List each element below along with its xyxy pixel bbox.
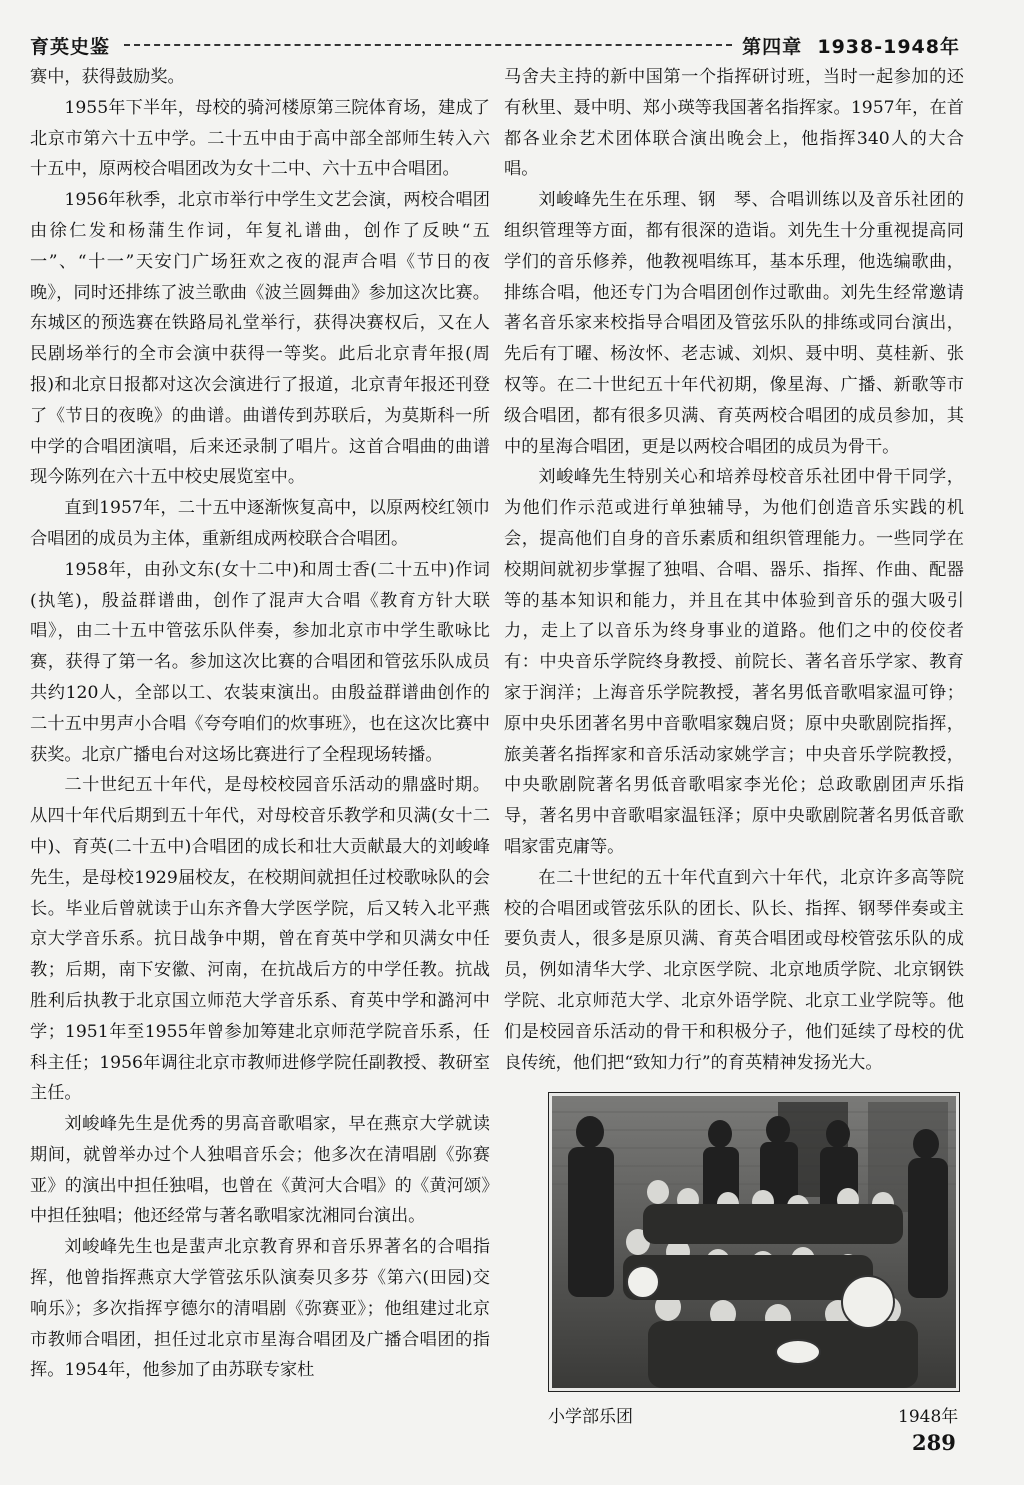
paragraph: 在二十世纪的五十年代直到六十年代，北京许多高等院校的合唱团或管弦乐队的团长、队长、指挥、钢琴伴奏或主要负责人，很多是原贝满、育英合唱团或母校管弦乐队的成员，例如清华大学、北京医学院、北京地质学院、北京钢铁学院、北京师范大学、北京外语学院、北京工业学院等。他们是校园音乐活动的骨干和积极分子，他们延续了母校的优良传统，他们把“致知力行”的育英精神发扬光大。: [504, 867, 964, 1073]
paragraph: 刘峻峰先生特别关心和培养母校音乐社团中骨干同学，为他们作示范或进行单独辅导，为他们创造音乐实践的机会，提高他们自身的音乐素质和组织管理能力。一些同学在校期间就初步掌握了独唱、合唱、器乐、指挥、作曲、配器等的基本知识和能力，并且在其中体验到音乐的强大吸引力，走上了以音乐为终身事业的道路。他们之中的佼佼者有：中央音乐学院终身教授、前院长、著名音乐学家、教育家于润洋；上海音乐学院教授，著名男低音歌唱家温可铮；原中央乐团著名男中音歌唱家魏启贤；原中央歌剧院指挥，旅美著名指挥家和音乐活动家姚学言；中央音乐学院教授，中央歌剧院著名男低音歌唱家李光伦；总政歌剧团声乐指导，著名男中音歌唱家温钰泽；原中央歌剧院著名男低音歌唱家雷克庸等。: [504, 467, 964, 857]
paragraph: 赛中，获得鼓励奖。: [30, 67, 185, 87]
chapter-years: 1938-1948年: [817, 35, 960, 58]
band-group-photo-image: [548, 1092, 960, 1392]
header-divider: [124, 44, 732, 46]
running-header: [30, 30, 960, 60]
right-text-column: [504, 62, 964, 1078]
page-number: 289: [912, 1430, 956, 1455]
chapter-heading: [742, 32, 960, 59]
photo-year: 1948年: [898, 1407, 959, 1427]
paragraph: 刘峻峰先生也是蜚声北京教育界和音乐界著名的合唱指挥，他曾指挥燕京大学管弦乐队演奏贝多芬《第六(田园)交响乐》；多次指挥亨德尔的清唱剧《弥赛亚》；他组建过北京市教师合唱团，担任过北京市星海合唱团及广播合唱团的指挥。1954年，他参加了由苏联专家杜: [30, 1237, 490, 1381]
paragraph: 1955年下半年，母校的骑河楼原第三院体育场，建成了北京市第六十五中学。二十五中由于高中部全部师生转入六十五中，原两校合唱团改为女十二中、六十五中合唱团。: [30, 97, 490, 180]
left-text-column: [30, 62, 490, 1386]
paragraph: 1956年秋季，北京市举行中学生文艺会演，两校合唱团由徐仁发和杨蒲生作词，年复礼谱曲，创作了反映“五一”、“十一”天安门广场狂欢之夜的混声合唱《节日的夜晚》，同时还排练了波兰歌曲《波兰圆舞曲》参加这次比赛。东城区的预选赛在铁路局礼堂举行，获得决赛权后，又在人民剧场举行的全市会演中获得一等奖。此后北京青年报(周报)和北京日报都对这次会演进行了报道，北京青年报还刊登了《节日的夜晚》的曲谱。曲谱传到苏联后，为莫斯科一所中学的合唱团演唱，后来还录制了唱片。这首合唱曲的曲谱现今陈列在六十五中校史展览室中。: [30, 190, 490, 488]
photo-caption: 小学部乐团: [548, 1407, 633, 1427]
paragraph: 二十世纪五十年代，是母校校园音乐活动的鼎盛时期。从四十年代后期到五十年代，对母校音乐教学和贝满(女十二中)、育英(二十五中)合唱团的成长和壮大贡献最大的刘峻峰先生，是母校1929届校友，在校期间就担任过校歌咏队的会长。毕业后曾就读于山东齐鲁大学医学院，后又转入北平燕京大学音乐系。抗日战争中期，曾在育英中学和贝满女中任教；后期，南下安徽、河南，在抗战后方的中学任教。抗战胜利后执教于北京国立师范大学音乐系、育英中学和潞河中学；1951年至1955年曾参加筹建北京师范学院音乐系，任科主任；1956年调往北京市教师进修学院任副教授、教研室主任。: [30, 775, 490, 1104]
paragraph: 1958年，由孙文东(女十二中)和周士香(二十五中)作词(执笔)，殷益群谱曲，创作了混声大合唱《教育方针大联唱》，由二十五中管弦乐队伴奏，参加北京市中学生歌咏比赛，获得了第一名。参加这次比赛的合唱团和管弦乐队成员共约120人，全部以工、农装束演出。由殷益群谱曲创作的二十五中男声小合唱《夸夸咱们的炊事班》，也在这次比赛中获奖。北京广播电台对这场比赛进行了全程现场转播。: [30, 559, 490, 765]
paragraph: 直到1957年，二十五中逐渐恢复高中，以原两校红领巾合唱团的成员为主体，重新组成两校联合合唱团。: [30, 498, 490, 549]
paragraph: 刘峻峰先生是优秀的男高音歌唱家，早在燕京大学就读期间，就曾举办过个人独唱音乐会；他多次在清唱剧《弥赛亚》的演出中担任独唱，也曾在《黄河大合唱》的《黄河颂》中担任独唱；他还经常与著名歌唱家沈湘同台演出。: [30, 1114, 490, 1227]
book-title: 育英史鉴: [30, 35, 111, 58]
chapter-label: 第四章: [742, 35, 803, 58]
historical-photo: [548, 1092, 960, 1392]
paragraph: 刘峻峰先生在乐理、钢 琴、合唱训练以及音乐社团的组织管理等方面，都有很深的造诣。刘先生十分重视提高同学们的音乐修养，他教视唱练耳，基本乐理，他选编歌曲，排练合唱，他还专门为合唱团创作过歌曲。刘先生经常邀请著名音乐家来校指导合唱团及管弦乐队的排练或同台演出，先后有丁曜、杨汝怀、老志诚、刘炽、聂中明、莫桂新、张权等。在二十世纪五十年代初期，像星海、广播、新歌等市级合唱团，都有很多贝满、育英两校合唱团的成员参加，其中的星海合唱团，更是以两校合唱团的成员为骨干。: [504, 190, 964, 457]
paragraph: 马舍夫主持的新中国第一个指挥研讨班，当时一起参加的还有秋里、聂中明、郑小瑛等我国著名指挥家。1957年，在首都各业余艺术团体联合演出晚会上，他指挥340人的大合唱。: [504, 67, 964, 180]
